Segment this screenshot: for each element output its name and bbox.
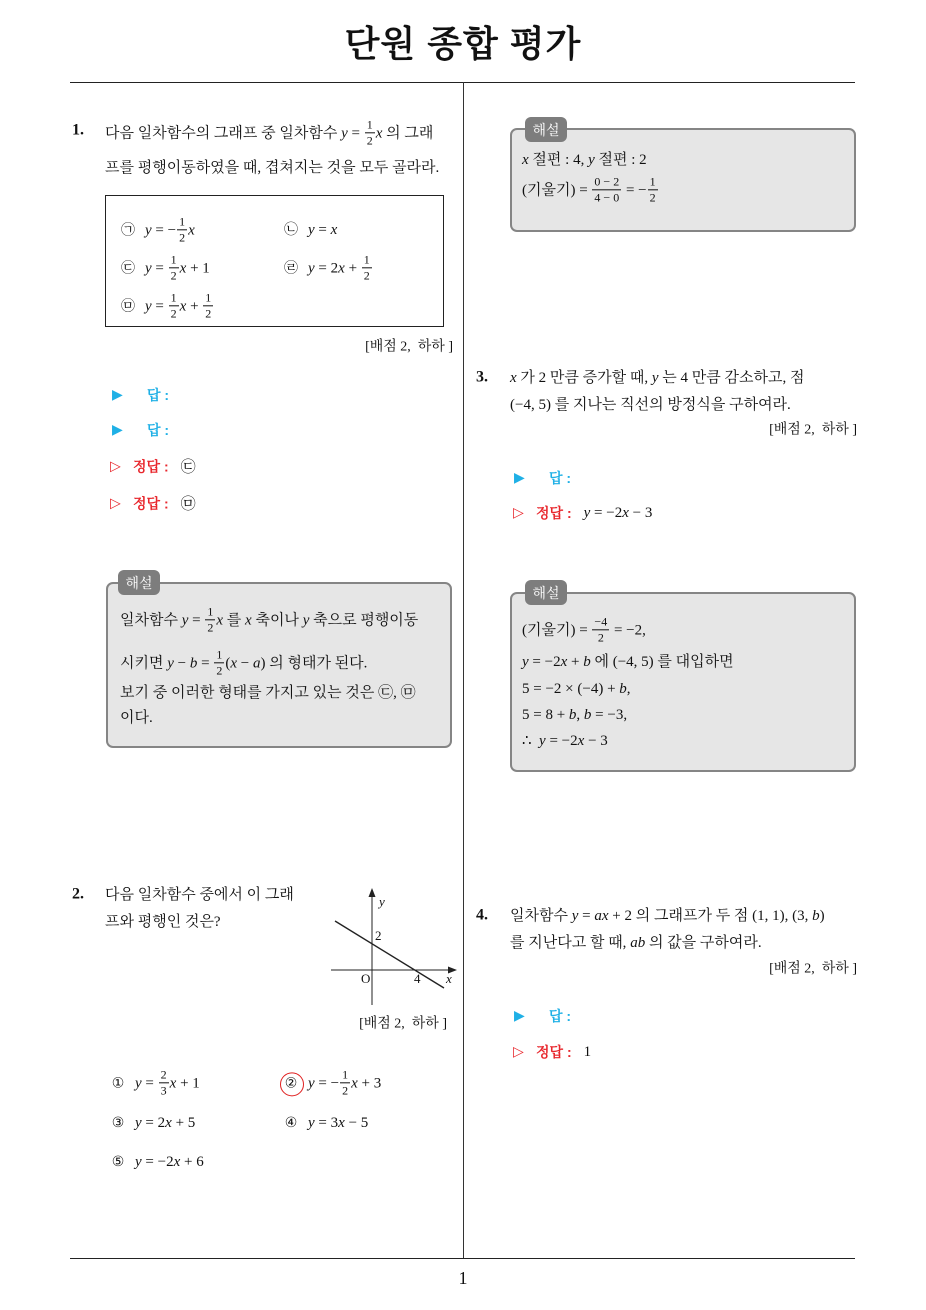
explanation-line [522,615,646,644]
question-line [105,886,294,904]
fraction-denominator: 2 [170,306,177,321]
explanation-tab: 해설 [525,117,567,142]
math-text: 축으로 평행이동 [309,612,419,628]
choice-expression [145,215,195,244]
math-text: + 5 [171,1115,196,1131]
math-text: ∴ [522,733,540,749]
explanation-line [522,732,608,750]
score-label: [배점 2, 하하 ] [365,339,453,355]
math-text: = [197,655,214,671]
choice-expression [145,291,214,320]
fraction-denominator: 2 [342,1083,349,1098]
y-axis-arrow-icon [369,888,376,897]
correct-answer [110,456,196,477]
math-variable: y [571,908,579,924]
math-text: − 3 [628,504,653,521]
math-variable: y [181,612,189,628]
fraction-denominator: 2 [207,620,214,635]
math-variable: x [169,1075,177,1091]
math-text: + [567,654,584,670]
question-line [510,369,804,387]
math-variable: y [522,654,529,670]
math-text: 절편 : 2 [594,152,647,168]
math-variable: x [522,152,529,168]
math-text: (기울기) = [522,182,592,198]
math-variable: y [341,125,348,141]
math-text: + 2 의 그래프가 두 점 (1, 1), (3, [608,908,813,924]
math-variable: y [308,1075,315,1091]
fraction [365,118,375,147]
math-text: + 6 [180,1154,204,1170]
explanation-line [522,680,631,698]
question-line [510,934,762,952]
math-text: − 3 [584,733,608,749]
fraction-numerator: 1 [205,605,215,620]
math-text: + 1 [176,1075,200,1091]
math-variable: y [167,655,174,671]
math-text: ㉤ [180,496,196,513]
answer-label: 답 : [147,422,170,438]
explanation-line [522,706,627,724]
answer-arrow-icon: ▶ [112,422,123,438]
math-text: 일차함수 [510,908,572,924]
question-line [105,913,221,931]
math-variable: ab [630,935,646,951]
option-expression [308,1114,368,1132]
math-text: 5 = −2 × (−4) + [522,681,620,697]
explanation-line [120,648,367,677]
fraction-numerator: 0 − 2 [592,175,621,190]
math-variable: y [135,1075,142,1091]
math-variable: y [308,1115,315,1131]
math-variable: y [308,260,315,276]
math-variable: x [375,125,383,141]
answer-prompt [514,468,571,488]
fraction-numerator: 1 [169,253,179,268]
math-text: ) 의 형태가 된다. [260,655,368,671]
fraction-denominator: 3 [160,1083,167,1098]
math-text: 절편 : 4, [528,152,589,168]
math-variable: x [622,504,629,521]
fraction [159,1068,169,1097]
math-variable: b [189,655,198,671]
fraction-numerator: 1 [362,253,372,268]
fraction-numerator: 1 [648,175,658,190]
math-variable: y [583,504,591,521]
math-variable: x [330,222,338,238]
math-variable: a [252,655,261,671]
linear-function-graph [328,885,460,1007]
option-item [110,1114,195,1132]
math-text: (−4, 5) 를 지나는 직선의 방정식을 구하여라. [510,397,791,413]
math-text: + [344,260,361,276]
option-item [110,1153,204,1171]
math-variable: b [568,707,577,723]
choice-expression [308,221,337,239]
math-text: − 5 [344,1115,369,1131]
explanation-line [120,709,153,727]
option-item [283,1114,368,1132]
option-item [283,1068,381,1097]
math-text: = − [151,222,177,238]
fraction-numerator: −4 [592,615,609,630]
explanation-box [510,121,856,232]
fraction-denominator: 2 [216,663,223,678]
math-text: = [151,298,168,314]
math-text: = [314,222,331,238]
correct-answer [513,1042,591,1062]
math-variable: x [351,1075,358,1091]
explanation-box [510,584,856,772]
fraction-numerator: 1 [203,291,213,306]
choice-mark: ㉠ [121,222,135,238]
choice-item [120,215,195,244]
math-variable: y [539,733,546,749]
question-line [510,907,825,925]
page-title: 단원 종합 평가 [344,23,582,64]
math-text: = [188,612,205,628]
math-variable: b [583,707,592,723]
math-text: − [237,655,253,671]
math-variable: b [583,654,591,670]
fraction-denominator: 2 [179,230,186,245]
math-text: = [141,1075,158,1091]
option-expression [135,1153,204,1171]
fraction [169,253,179,282]
math-text: , [576,707,584,723]
correct-answer [110,493,196,514]
math-text: = −2, [610,622,646,638]
math-text: 는 4 만큼 감소하고, 점 [658,370,805,386]
y-intercept-label: 2 [375,928,382,943]
math-variable: y [145,260,152,276]
math-text: − [173,655,190,671]
math-variable: x [173,1154,181,1170]
math-variable: x [216,612,224,628]
math-variable: y [651,370,659,386]
math-text: 보기 중 이러한 형태를 가지고 있는 것은 ㉢, ㉤ [120,685,416,701]
problem-number: 3. [476,368,488,386]
correct-answer-label: 정답 : [133,495,169,511]
math-variable: b [812,908,820,924]
math-variable: y [308,222,315,238]
fraction-numerator: 1 [177,215,187,230]
explanation-tab: 해설 [525,580,567,605]
math-text: = − [622,182,647,198]
option-mark: ① [111,1075,125,1091]
math-text: 다음 일차함수의 그래프 중 일차함수 [105,125,342,141]
math-text: = [151,260,168,276]
score-label: [배점 2, 하하 ] [359,1016,447,1032]
score-label: [배점 2, 하하 ] [769,961,857,977]
math-text: 가 2 만큼 증가할 때, [516,370,652,386]
correct-answer-value [584,1044,592,1061]
fraction-denominator: 2 [170,268,177,283]
option-expression [135,1068,200,1097]
math-variable: y [135,1115,142,1131]
choice-item [283,221,337,239]
math-text: = 2 [141,1115,166,1131]
choices-box [105,195,444,327]
origin-label: O [361,971,371,986]
option-mark: ③ [111,1115,125,1131]
math-variable: x [577,733,585,749]
answer-label: 답 : [147,387,170,403]
explanation-line [522,653,734,671]
math-text: = −2 [528,654,561,670]
answer-arrow-icon: ▶ [514,470,525,486]
math-text: 이다. [120,710,153,726]
explanation-line [522,175,659,204]
math-text: 축이나 [251,612,303,628]
math-variable: x [230,655,238,671]
choice-mark: ㉣ [284,260,298,276]
choice-item [120,253,210,282]
option-item [110,1068,200,1097]
column-divider [463,82,464,1258]
question-line [510,396,791,414]
fraction [203,291,213,320]
answer-prompt [514,1006,571,1026]
math-text: = −2 [590,504,623,521]
fraction-denominator: 4 − 0 [594,190,620,205]
math-text: 를 [223,612,246,628]
math-text: + 3 [357,1075,382,1091]
option-mark: ⑤ [111,1154,125,1170]
math-text: = 3 [314,1115,339,1131]
math-variable: x [338,260,345,276]
explanation-box [106,574,452,748]
page-number: 1 [458,1268,468,1288]
math-variable: x [510,370,517,386]
math-text: 프와 평행인 것은? [105,914,221,930]
fraction-numerator: 1 [214,648,224,663]
fraction [592,175,621,204]
explanation-line [120,605,418,634]
fraction-numerator: 2 [159,1068,169,1083]
math-text: + 1 [186,260,210,276]
question-line [105,159,439,177]
math-text: 1 [583,1043,592,1060]
math-text: 5 = 8 + [522,707,569,723]
fraction [340,1068,350,1097]
math-text: = −3, [591,707,628,723]
fraction-denominator: 2 [363,268,370,283]
correct-answer-label: 정답 : [133,458,169,474]
math-text: = 2 [314,260,339,276]
correct-arrow-icon: ▷ [513,505,524,521]
math-variable: x [179,260,187,276]
answer-prompt [112,385,169,405]
math-text: = −2 [141,1154,174,1170]
fraction [592,615,609,644]
fraction [205,605,215,634]
fraction [362,253,372,282]
choice-mark: ㉢ [121,260,135,276]
fraction [169,291,179,320]
math-text: = −2 [545,733,578,749]
fraction-numerator: 1 [365,118,375,133]
answer-label: 답 : [549,470,572,486]
problem-number: 4. [476,906,488,924]
math-text: ( [225,655,231,671]
fraction-numerator: 1 [340,1068,350,1083]
option-mark: ④ [284,1115,298,1131]
choice-item [283,253,373,282]
fraction-denominator: 2 [205,306,212,321]
math-text: 다음 일차함수 중에서 이 그래 [105,887,294,903]
question-line [105,118,433,147]
math-text: + [186,298,203,314]
math-variable: x [338,1115,345,1131]
answer-arrow-icon: ▶ [514,1008,525,1024]
math-variable: ax [594,908,609,924]
math-text: 시키면 [120,655,168,671]
correct-answer-value [181,493,196,514]
y-axis-label: y [379,894,385,909]
math-text: 의 값을 구하여라. [645,935,762,951]
x-intercept-label: 4 [414,971,421,986]
math-variable: y [135,1154,142,1170]
answer-prompt [112,420,169,440]
math-variable: x [560,654,568,670]
correct-answer [513,503,652,523]
math-text: ㉢ [180,459,196,476]
fraction-denominator: 2 [597,630,604,645]
choice-expression [308,253,373,282]
correct-answer-label: 정답 : [536,505,572,521]
math-text: = [578,908,595,924]
fraction [214,648,224,677]
choice-expression [145,253,210,282]
correct-answer-label: 정답 : [536,1044,572,1060]
fraction-denominator: 2 [366,133,373,148]
x-axis-label: x [446,971,452,986]
footer-rule [70,1258,855,1259]
math-variable: x [165,1115,172,1131]
correct-arrow-icon: ▷ [110,495,121,511]
answer-arrow-icon: ▶ [112,387,123,403]
option-expression [308,1068,381,1097]
correct-arrow-icon: ▷ [110,458,121,474]
explanation-line [120,684,416,702]
math-text: ) [819,908,825,924]
math-text: 의 그래 [382,125,434,141]
math-text: , [626,681,631,697]
score-label: [배점 2, 하하 ] [769,422,857,438]
correct-answer-value [181,456,196,477]
fraction [648,175,658,204]
fraction-numerator: 1 [169,291,179,306]
math-variable: x [179,298,187,314]
math-text: = − [314,1075,340,1091]
explanation-line [522,151,647,169]
choice-mark: ㉤ [121,298,135,314]
option-mark: ② [284,1075,298,1091]
correct-arrow-icon: ▷ [513,1044,524,1060]
choice-item [120,291,214,320]
correct-answer-value [584,505,653,522]
problem-number: 1. [72,121,84,139]
explanation-tab: 해설 [118,570,160,595]
option-expression [135,1114,195,1132]
math-variable: b [619,681,627,697]
math-text: (기울기) = [522,622,592,638]
math-text: 일차함수 [120,612,182,628]
problem-number: 2. [72,885,84,903]
math-variable: y [588,152,595,168]
math-variable: x [188,222,195,238]
math-variable: x [245,612,252,628]
math-variable: y [145,222,152,238]
math-text: 에 (−4, 5) 를 대입하면 [590,654,734,670]
math-variable: y [145,298,152,314]
math-text: = [347,125,364,141]
math-variable: y [302,612,310,628]
fraction-denominator: 2 [649,190,656,205]
math-text: 프를 평행이동하였을 때, 겹쳐지는 것을 모두 골라라. [105,160,440,176]
graph-line [335,921,444,988]
answer-label: 답 : [549,1008,572,1024]
math-text: 를 지난다고 할 때, [510,935,631,951]
choice-mark: ㉡ [284,222,298,238]
fraction [177,215,187,244]
